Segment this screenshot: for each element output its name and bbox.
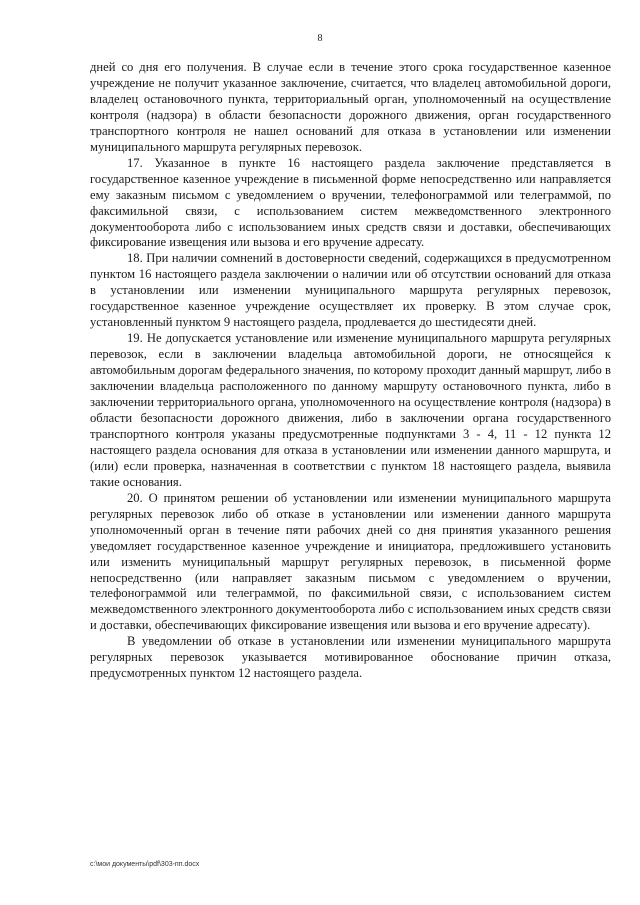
paragraph-refusal-notice: В уведомлении об отказе в установлении или изменении муниципального маршрута регулярных перевозок указывается мотивированное обоснование причин отказа, предусмотренных пунктом 12 настоящего раздела. xyxy=(90,634,611,681)
paragraph-20: 20. О принятом решении об установлении или изменении муниципального маршрута регулярных перевозок либо об отказе в установлении или изменении данного маршрута уполномоченный орган в течение пяти рабочих дней со дня принятия указанного решения уведомляет государственное казенное учреждение и инициатора, предложившего установить или изменить муниципальный маршрут регулярных перевозок, в письменной форме непосредственно (или направляет заказным письмом с уведомлением о вручении, телефонограммой или телеграммой, по факсимильной связи, с использованием систем межведомственного электронного документооборота либо с использованием иных средств связи и доставки, обеспечивающих фиксирование извещения или вызова и его вручение адресату). xyxy=(90,490,611,633)
paragraph-18: 18. При наличии сомнений в достоверности сведений, содержащихся в предусмотренном пунктом 16 настоящего раздела заключении о наличии или об отсутствии оснований для отказа в установлении или изменении муниципального маршрута регулярных перевозок, государственное казенное учреждение осуществляет их проверку. В этом случае срок, установленный пунктом 9 настоящего раздела, продлевается до шестидесяти дней. xyxy=(90,251,611,330)
footer-file-path: c:\мои документы\pdf\303-пп.docx xyxy=(90,861,200,868)
paragraph-17: 17. Указанное в пункте 16 настоящего раздела заключение представляется в государственное казенное учреждение в письменной форме непосредственно или направляется ему заказным письмом с уведомлением о вручении, телефонограммой или телеграммой, по факсимильной связи, с использованием систем межведомственного электронного документооборота либо с использованием иных средств связи и доставки, обеспечивающих фиксирование извещения или вызова и его вручение адресату. xyxy=(90,155,611,250)
paragraph-19: 19. Не допускается установление или изменение муниципального маршрута регулярных перевозок, если в заключении владельца автомобильной дороги, не относящейся к автомобильным дорогам федерального значения, по которому проходит данный маршрут, либо в заключении владельца расположенного по данному маршруту остановочного пункта, либо в заключении территориального органа, уполномоченного на осуществление контроля (надзора) в области безопасности дорожного движения, либо в заключении органа государственного транспортного контроля указаны предусмотренные подпунктами 3 - 4, 11 - 12 пункта 12 настоящего раздела основания для отказа в установлении или изменении данного маршрута, и (или) если проверка, назначенная в соответствии с пунктом 18 настоящего раздела, выявила такие основания. xyxy=(90,331,611,489)
paragraph-continuation: дней со дня его получения. В случае если в течение этого срока государственное казенное учреждение не получит указанное заключение, считается, что владелец автомобильной дороги, владелец остановочного пункта, территориальный орган, уполномоченный на осуществление контроля (надзора) в области безопасности дорожного движения, орган государственного транспортного контроля не нашел оснований для отказа в установлении или изменении муниципального маршрута регулярных перевозок. xyxy=(90,60,611,154)
page-number: 8 xyxy=(317,33,323,44)
document-body xyxy=(90,60,611,682)
